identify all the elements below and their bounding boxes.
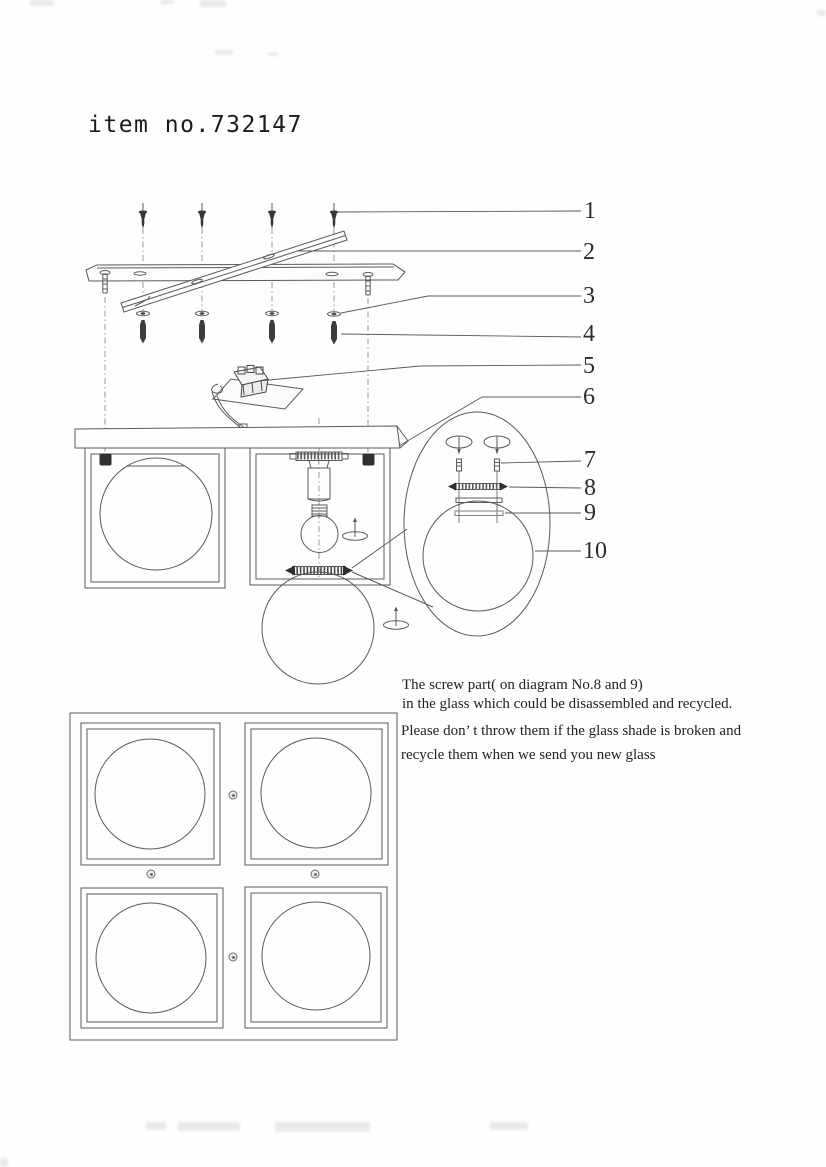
thumbscrew-icon <box>384 607 409 630</box>
scan-smudge <box>160 0 174 4</box>
washer-icon <box>137 311 150 315</box>
glass-screw-icon <box>457 459 462 471</box>
leader-line-7 <box>501 461 581 463</box>
recycle-note-line-3: Please don’ t throw them if the glass shade is broken and <box>401 723 742 739</box>
balloon-leader <box>352 529 407 568</box>
canopy-plate <box>75 424 408 448</box>
wall-anchor-icon <box>140 320 146 344</box>
screw-icon <box>330 203 338 229</box>
scan-smudge <box>268 52 278 56</box>
leader-line-4 <box>341 334 581 337</box>
scan-smudge <box>200 0 226 7</box>
wall-anchor-icons <box>140 320 337 345</box>
item-number-title: item no.732147 <box>88 112 303 138</box>
leader-line-8 <box>509 487 581 488</box>
glass-screw-icon <box>495 459 500 471</box>
part-number-label-6: 6 <box>583 384 595 410</box>
part-number-label-9: 9 <box>584 500 596 526</box>
hanging-screw-icon <box>363 273 373 296</box>
bottom-view <box>70 713 397 1040</box>
shade-panel <box>245 723 388 865</box>
washer-icon <box>266 311 279 315</box>
mounting-screw-icons <box>139 203 338 229</box>
scan-smudge <box>0 1158 8 1167</box>
part-number-label-10: 10 <box>583 538 607 564</box>
wall-anchor-icon <box>269 320 275 344</box>
thumbscrew-icon <box>446 436 472 455</box>
fastener-nut-icon <box>100 454 111 465</box>
scan-smudge <box>275 1122 370 1132</box>
scan-smudge <box>817 10 826 16</box>
part-number-label-8: 8 <box>584 475 596 501</box>
leader-line-3 <box>341 296 581 313</box>
hanging-screw-icon <box>100 271 110 294</box>
shade-panel <box>81 723 220 865</box>
recycle-note-line-2: in the glass which could be disassembled and recycled. <box>402 696 733 712</box>
shade-frame-left <box>85 448 225 588</box>
screw-dot-icon <box>147 870 155 878</box>
socket-mount-plate <box>290 452 348 461</box>
scan-smudge <box>215 50 233 55</box>
recycle-note-line-1: The screw part( on diagram No.8 and 9) <box>402 677 643 693</box>
balloon-leader <box>352 572 433 607</box>
part-number-label-4: 4 <box>583 321 595 347</box>
shade-panel <box>245 887 387 1028</box>
recycle-note-line-4: recycle them when we send you new glass <box>401 747 656 763</box>
thumbscrew-icon <box>343 518 368 541</box>
screw-dot-icon <box>229 791 237 799</box>
part-number-label-5: 5 <box>583 353 595 379</box>
light-bulb-icon <box>301 505 338 553</box>
scan-smudge <box>30 0 54 6</box>
part-number-label-7: 7 <box>584 447 596 473</box>
washer-icons <box>137 311 341 316</box>
washer-icon <box>196 311 209 315</box>
holder-bar <box>448 483 508 491</box>
terminal-block <box>212 366 303 429</box>
wall-anchor-icon <box>331 321 337 345</box>
screw-icon <box>268 203 276 229</box>
leader-lines <box>258 211 581 551</box>
washer-icon <box>328 312 341 316</box>
leader-line-1 <box>338 211 581 212</box>
screw-icon <box>198 203 206 229</box>
glass-globe-outline <box>100 458 212 570</box>
screw-dot-icon <box>311 870 319 878</box>
scan-smudge <box>178 1122 240 1131</box>
fastener-nut-icon <box>363 454 374 465</box>
screw-dot-icon <box>229 953 237 961</box>
glass-globe-outline <box>423 501 533 611</box>
leader-line-5 <box>258 365 581 381</box>
thumbscrew-icon <box>484 436 510 455</box>
scan-smudge <box>490 1122 528 1130</box>
screw-dot-icons <box>147 791 319 961</box>
wall-anchor-icon <box>199 320 205 344</box>
screw-icon <box>139 203 147 229</box>
scan-smudge <box>146 1122 166 1130</box>
part-number-label-2: 2 <box>583 239 595 265</box>
shade-panel <box>81 888 223 1028</box>
glass-globe-outline <box>262 572 374 684</box>
part-number-label-3: 3 <box>583 283 595 309</box>
leader-line-6 <box>399 397 581 446</box>
part-number-label-1: 1 <box>584 198 596 224</box>
shade-frame-right <box>250 448 390 585</box>
